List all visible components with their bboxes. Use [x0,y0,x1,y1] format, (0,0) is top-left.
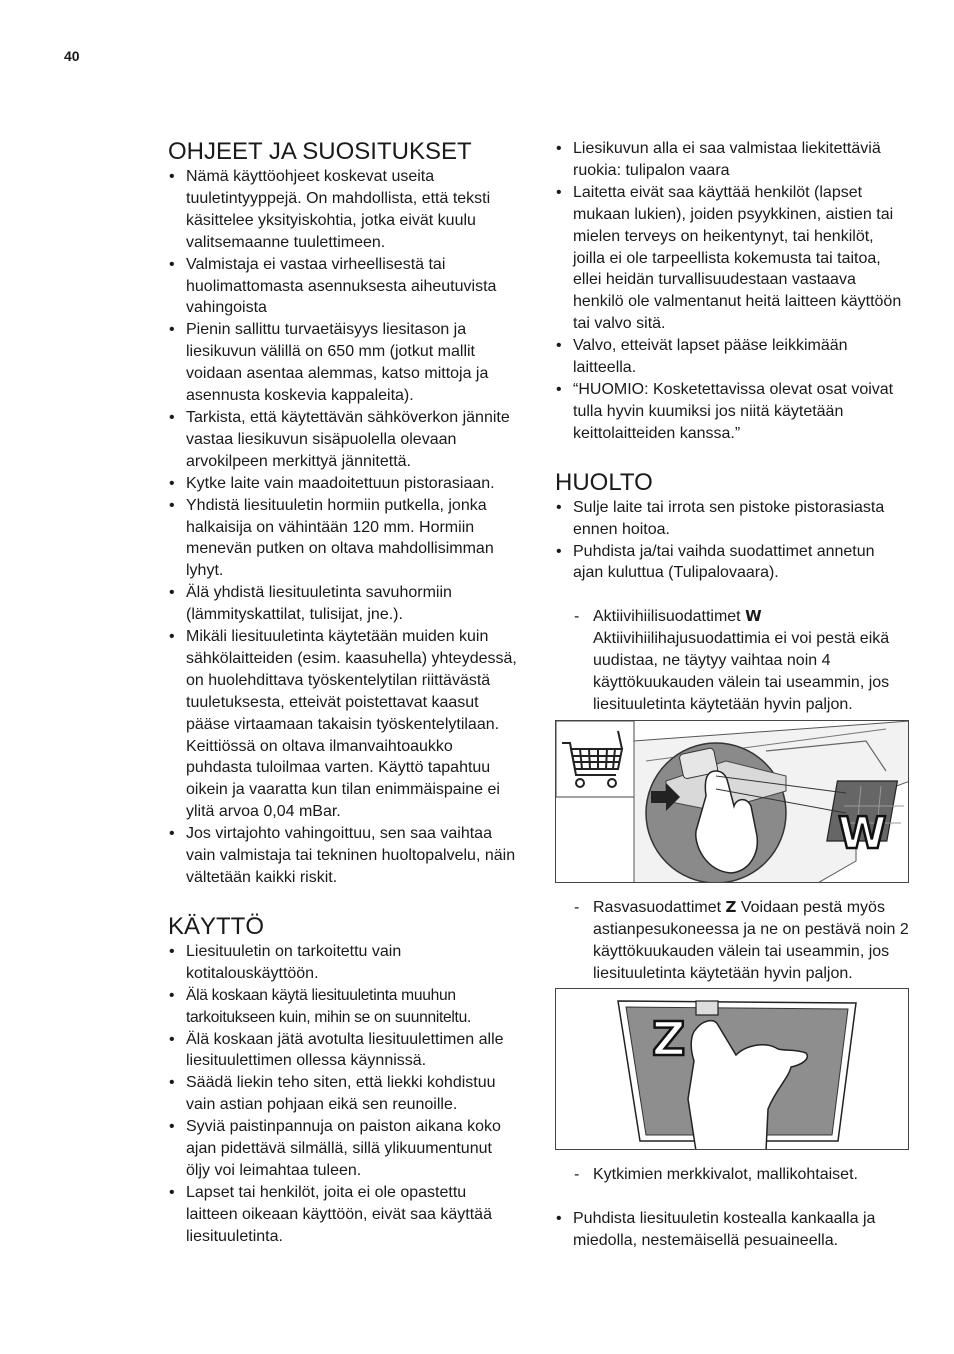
list-item: • Pienin sallittu turvaetäisyys liesitason ja liesikuvun välillä on 650 mm (jotkut mallit voidaan asentaa alemmas, katso mittoja ja asennusta koskevia kappaleita). [168,319,520,407]
grease-filter-text: Voidaan pestä myös astianpesukoneessa ja ne on pestävä noin 2 käyttökuukauden välein tai useammin, jos liesituuletinta käytetään hyvin paljon. [593,898,909,982]
list-item: • Jos virtajohto vahingoittuu, sen saa vaihtaa vain valmistaja tai tekninen huoltopalvelu, näin vältetään kaikki riskit. [168,823,520,889]
list-item: • Puhdista ja/tai vaihda suodattimet annetun ajan kuluttua (Tulipalovaara). [555,541,909,585]
list-item: • Laitetta eivät saa käyttää henkilöt (lapset mukaan lukien), joiden psyykkinen, aistien tai mielen terveys on heikentynyt, tai henkilöt, joilla ei ole tarpeellista kokemusta tai taitoa, ellei heidän turvallisuudestaan vastaava henkilö ole valmentanut heitä laitteen käyttöön tai valvo sitä. [555,182,909,335]
list-item: • Yhdistä liesituuletin hormiin putkella, jonka halkaisija on vähintään 120 mm. Hormiin menevän putken on oltava mahdollisimman lyhyt. [168,495,520,583]
list-item: • Tarkista, että käytettävän sähköverkon jännite vastaa liesikuvun sisäpuolella olevaan arvokilpeen merkittyä jännitettä. [168,407,520,473]
list-item: • Sulje laite tai irrota sen pistoke pistorasiasta ennen hoitoa. [555,497,909,541]
section-title-huolto: HUOLTO [555,468,653,496]
list-item: • Liesikuvun alla ei saa valmistaa liekitettäviä ruokia: tulipalon vaara [555,138,909,182]
right-column [555,138,909,1252]
list-item: • Puhdista liesituuletin kostealla kankaalla ja miedolla, nestemäisellä pesuaineella. [555,1208,909,1252]
figure-charcoal-filter [555,720,909,883]
section-title-kaytto: KÄYTTÖ [168,912,265,940]
charcoal-filter-label: Aktiivihiilisuodattimet [593,608,741,626]
list-item: • Valvo, etteivät lapset pääse leikkimään laitteella. [555,335,909,379]
charcoal-filter-illustration [556,721,909,883]
left-column [168,138,520,1248]
list-item: • Säädä liekin teho siten, että liekki kohdistuu vain astian pohjaan eikä sen reunoille. [168,1072,520,1116]
sub-item-lamps: - Kytkimien merkkivalot, mallikohtaiset. [555,1164,909,1186]
kaytto-list [168,941,520,1248]
list-item: • Lapset tai henkilöt, joita ei ole opastettu laitteen oikeaan käyttöön, eivät saa käyttää liesituuletinta. [168,1182,520,1248]
w-letter: W [838,807,887,859]
list-item: • Mikäli liesituuletinta käytetään muiden kuin sähkölaitteiden (esim. kaasuhella) yhteydessä, on huolehdittava työskentelytilan riittävästä tuuletuksesta, etteivät poistettavat kaasut pääse virtaamaan takaisin työskentelytilaan. Keittiössä on oltava ilmanvaihtoaukko puhdasta tuloilmaa varten. Käyttö tapahtuu oikein ja vaaratta kun tilan enimmäispaine ei ylitä arvoa 0,04 mBar. [168,626,520,823]
list-item: • “HUOMIO: Kosketettavissa olevat osat voivat tulla hyvin kuumiksi jos niitä käytetään keittolaitteiden kanssa.” [555,379,909,445]
grease-filter-label: Rasvasuodattimet [593,898,722,916]
list-item: • Nämä käyttöohjeet koskevat useita tuuletintyyppejä. On mahdollista, että teksti käsittelee yksityiskohtia, jotka eivät kuulu valitsemaanne tuulettimeen. [168,166,520,254]
huolto-list [555,497,909,585]
list-item: • Syviä paistinpannuja on paiston aikana koko ajan pidettävä silmällä, sillä ylikuumentunut öljy voi leimahtaa tuleen. [168,1116,520,1182]
sub-item-charcoal-filter [555,606,909,716]
z-letter: Z [652,1012,686,1067]
list-item: • Valmistaja ei vastaa virheellisestä tai huolimattomasta asennuksesta aiheutuvista vahingoista [168,254,520,320]
list-item: • Liesituuletin on tarkoitettu vain kotitalouskäyttöön. [168,941,520,985]
list-item: • Älä yhdistä liesituuletinta savuhormiin (lämmityskattilat, tulisijat, jne.). [168,582,520,626]
list-item: • Älä koskaan jätä avotulta liesituulettimen alle liesituulettimen ollessa käynnissä. [168,1029,520,1073]
list-item: • Kytke laite vain maadoitettuun pistorasiaan. [168,473,520,495]
list-item: • Älä koskaan käytä liesituuletinta muuhun tarkoitukseen kuin, mihin se on suunniteltu. [168,985,520,1029]
kaytto-list-continued [555,138,909,445]
w-badge: W [745,607,762,626]
z-badge: Z [725,897,737,916]
sub-item-grease-filter [555,897,909,985]
page-number: 40 [64,48,80,64]
ohjeet-list [168,166,520,889]
section-title-ohjeet: OHJEET JA SUOSITUKSET [168,138,472,165]
huolto-list-final [555,1208,909,1252]
grease-filter-illustration [556,989,909,1150]
charcoal-filter-text: Aktiivihiilihajusuodattimia ei voi pestä eikä uudistaa, ne täytyy vaihtaa noin 4 käyttökuukauden välein tai useammin, jos liesituuletinta käytetään hyvin paljon. [593,630,890,713]
figure-grease-filter [555,988,909,1150]
cart-frame [556,721,634,797]
